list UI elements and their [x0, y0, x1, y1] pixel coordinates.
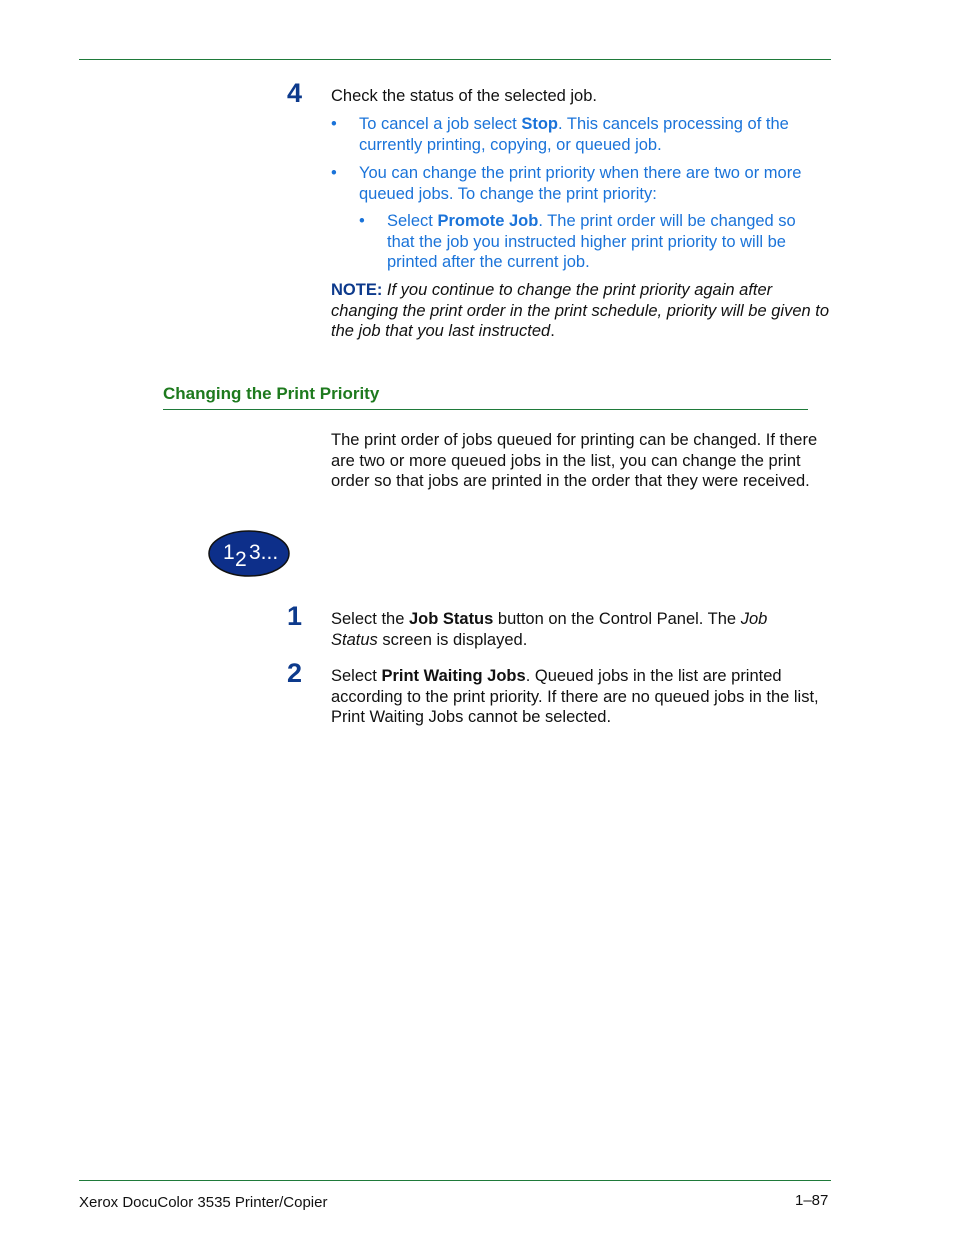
subbullet-post: . The print order will be changed so that the job you instructed higher print priority to will be printed after the current job.: [387, 212, 796, 271]
step-4-number: 4: [287, 78, 303, 108]
subbullet-promote-job: [387, 211, 827, 273]
step-1-pre: Select the: [331, 610, 409, 628]
bullet-cancel-post: . This cancels processing of the currently printing, copying, or queued job.: [359, 115, 789, 154]
bullet-cancel-bold: Stop: [521, 115, 559, 133]
step-1-italic: Job Status: [331, 610, 768, 649]
bullet-marker: •: [331, 115, 337, 133]
footer-rule: [79, 1180, 831, 1181]
procedure-icon-digit-3: 3...: [249, 541, 279, 564]
step-1-text: [331, 609, 811, 650]
section-intro: The print order of jobs queued for printing can be changed. If there are two or more queued jobs in the list, you can change the print order so that jobs are printed in the order that they were received.: [331, 431, 818, 490]
footer-title: Xerox DocuColor 3535 Printer/Copier: [79, 1194, 328, 1211]
step-2-text: [331, 666, 821, 728]
subbullet-marker: •: [359, 212, 365, 230]
step-2-post: . Queued jobs in the list are printed according to the print priority. If there are no queued jobs in the list, Print Waiting Jobs cannot be selected.: [331, 667, 819, 726]
step-1-post: screen is displayed.: [377, 630, 528, 649]
header-rule: [79, 59, 831, 60]
procedure-icon-digit-1: 1: [223, 541, 235, 564]
bullet-marker: •: [331, 164, 337, 182]
bullet-cancel-job: [359, 114, 829, 155]
page-number: 1–87: [795, 1192, 829, 1209]
subbullet-pre: Select: [387, 212, 438, 230]
procedure-icon-shape: [208, 530, 290, 577]
note-label: NOTE:: [331, 281, 383, 299]
section-rule: [163, 409, 808, 410]
procedure-icon: [208, 530, 290, 577]
bullet-change-priority: You can change the print priority when there are two or more queued jobs. To change the print priority:: [359, 164, 802, 203]
procedure-icon-digit-2: 2: [235, 548, 247, 571]
step-2-bold: Print Waiting Jobs: [381, 667, 526, 685]
step-2-pre: Select: [331, 667, 382, 685]
bullet-cancel-pre: To cancel a job select: [359, 115, 522, 133]
note: [331, 280, 836, 342]
subbullet-bold: Promote Job: [437, 212, 539, 230]
step-4-text: Check the status of the selected job.: [331, 87, 597, 105]
note-text: If you continue to change the print priority again after changing the print order in the print schedule, priority will be given to the job that you last instructed: [331, 281, 830, 340]
note-end: .: [550, 322, 555, 340]
step-1-mid: button on the Control Panel. The: [493, 610, 741, 628]
step-2-number: 2: [287, 658, 303, 688]
step-1-bold: Job Status: [408, 610, 494, 628]
section-heading: Changing the Print Priority: [163, 384, 380, 403]
step-1-number: 1: [287, 601, 303, 631]
